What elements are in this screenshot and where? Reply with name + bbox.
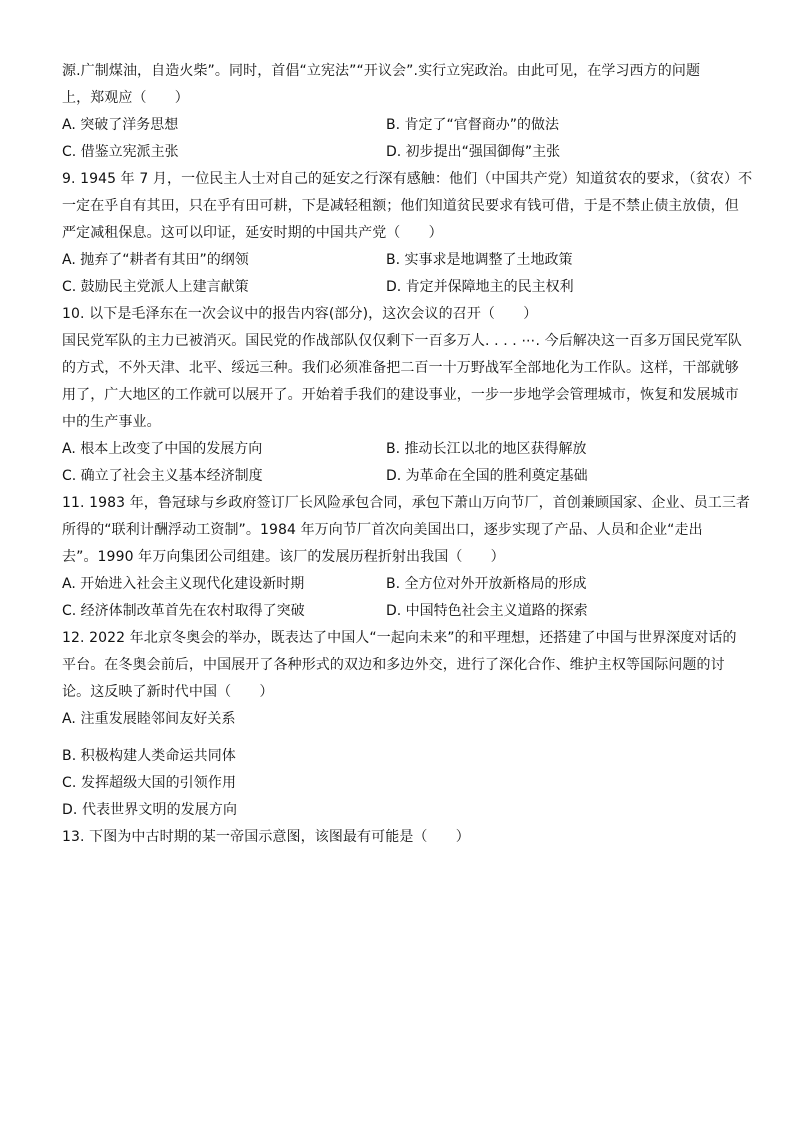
question-text-line: 一定在乎自有其田，只在乎有田可耕，下是减轻租额；他们知道贫民要求有钱可借，于是不禁止债主放债，但 [62,198,739,214]
option-d: D. 初步提出“强国御侮”主张 [386,144,561,160]
question-text-line: 13. 下图为中古时期的某一帝国示意图，该图最有可能是（ ） [62,829,470,845]
question-text-line: 11. 1983 年，鲁冠球与乡政府签订厂长风险承包合同，承包下萧山万向节厂，首创兼顾国家、企业、员工三者 [62,495,751,511]
question-text-line: 所得的“联利计酬浮动工资制”。1984 年万向节厂首次向美国出口，逐步实现了产品、人员和企业“走出 [62,522,703,538]
question-text-line: 严定减租保息。这可以印证，延安时期的中国共产党（ ） [62,225,443,241]
option-a: A. 注重发展睦邻间友好关系 [62,711,236,727]
question-13 [62,824,734,851]
question-text-line: 平台。在冬奥会前后，中国展开了各种形式的双边和多边外交，进行了深化合作、维护主权等国际问题的讨 [62,657,725,673]
quoted-material-line: 用了，广大地区的工作就可以展开了。开始着手我们的建设事业，一步一步地学会管理城市，恢复和发展城市 [62,387,739,403]
option-b: B. 实事求是地调整了土地政策 [386,252,573,268]
quoted-material-line: 国民党军队的主力已被消灭。国民党的作战部队仅仅剩下一百多万人. . . . ⋯. 今后解决这一百多万国民党军队 [62,333,742,349]
option-b: B. 肯定了“官督商办”的做法 [386,117,560,133]
intro-question [62,58,734,166]
option-c: C. 借鉴立宪派主张 [62,144,179,160]
option-d: D. 为革命在全国的胜利奠定基础 [386,468,588,484]
question-text-line: 源.广制煤油，自造火柴”。同时，首倡“立宪法”“开议会”.实行立宪政治。由此可见，在学习西方的问题 [62,63,701,79]
option-d: D. 肯定并保障地主的民主权利 [386,279,574,295]
option-c: C. 确立了社会主义基本经济制度 [62,468,263,484]
option-b: B. 全方位对外开放新格局的形成 [386,576,587,592]
question-9 [62,166,753,301]
question-text-line: 12. 2022 年北京冬奥会的举办，既表达了中国人“一起向未来”的和平理想，还搭建了中国与世界深度对话的 [62,630,737,646]
option-d: D. 代表世界文明的发展方向 [62,802,238,818]
question-12 [62,625,737,824]
option-b: B. 积极构建人类命运共同体 [62,748,236,764]
question-text-line: 去”。1990 年万向集团公司组建。该厂的发展历程折射出我国（ ） [62,549,505,565]
option-c: C. 经济体制改革首先在农村取得了突破 [62,603,305,619]
option-a: A. 突破了洋务思想 [62,117,179,133]
question-text-line: 论。这反映了新时代中国（ ） [62,684,274,700]
exam-page [62,58,753,851]
question-text-line: 9. 1945 年 7 月，一位民主人士对自己的延安之行深有感触：他们（中国共产党）知道贫农的要求，（贫农）不 [62,171,753,187]
question-text-line: 10. 以下是毛泽东在一次会议中的报告内容(部分)，这次会议的召开（ ） [62,306,538,322]
quoted-material-line: 中的生产事业。 [62,414,161,430]
quoted-material-line: 的方式，不外天津、北平、绥远三种。我们必须准备把二百一十万野战军全部地化为工作队。这样，干部就够 [62,360,739,376]
question-10 [62,301,742,490]
option-c: C. 发挥超级大国的引领作用 [62,775,237,791]
option-a: A. 开始进入社会主义现代化建设新时期 [62,576,305,592]
option-a: A. 根本上改变了中国的发展方向 [62,441,263,457]
option-d: D. 中国特色社会主义道路的探索 [386,603,588,619]
option-c: C. 鼓励民主党派人上建言献策 [62,279,249,295]
question-text-line: 上，郑观应（ ） [62,90,189,106]
option-b: B. 推动长江以北的地区获得解放 [386,441,587,457]
option-a: A. 抛弃了“耕者有其田”的纲领 [62,252,249,268]
question-11 [62,490,751,625]
